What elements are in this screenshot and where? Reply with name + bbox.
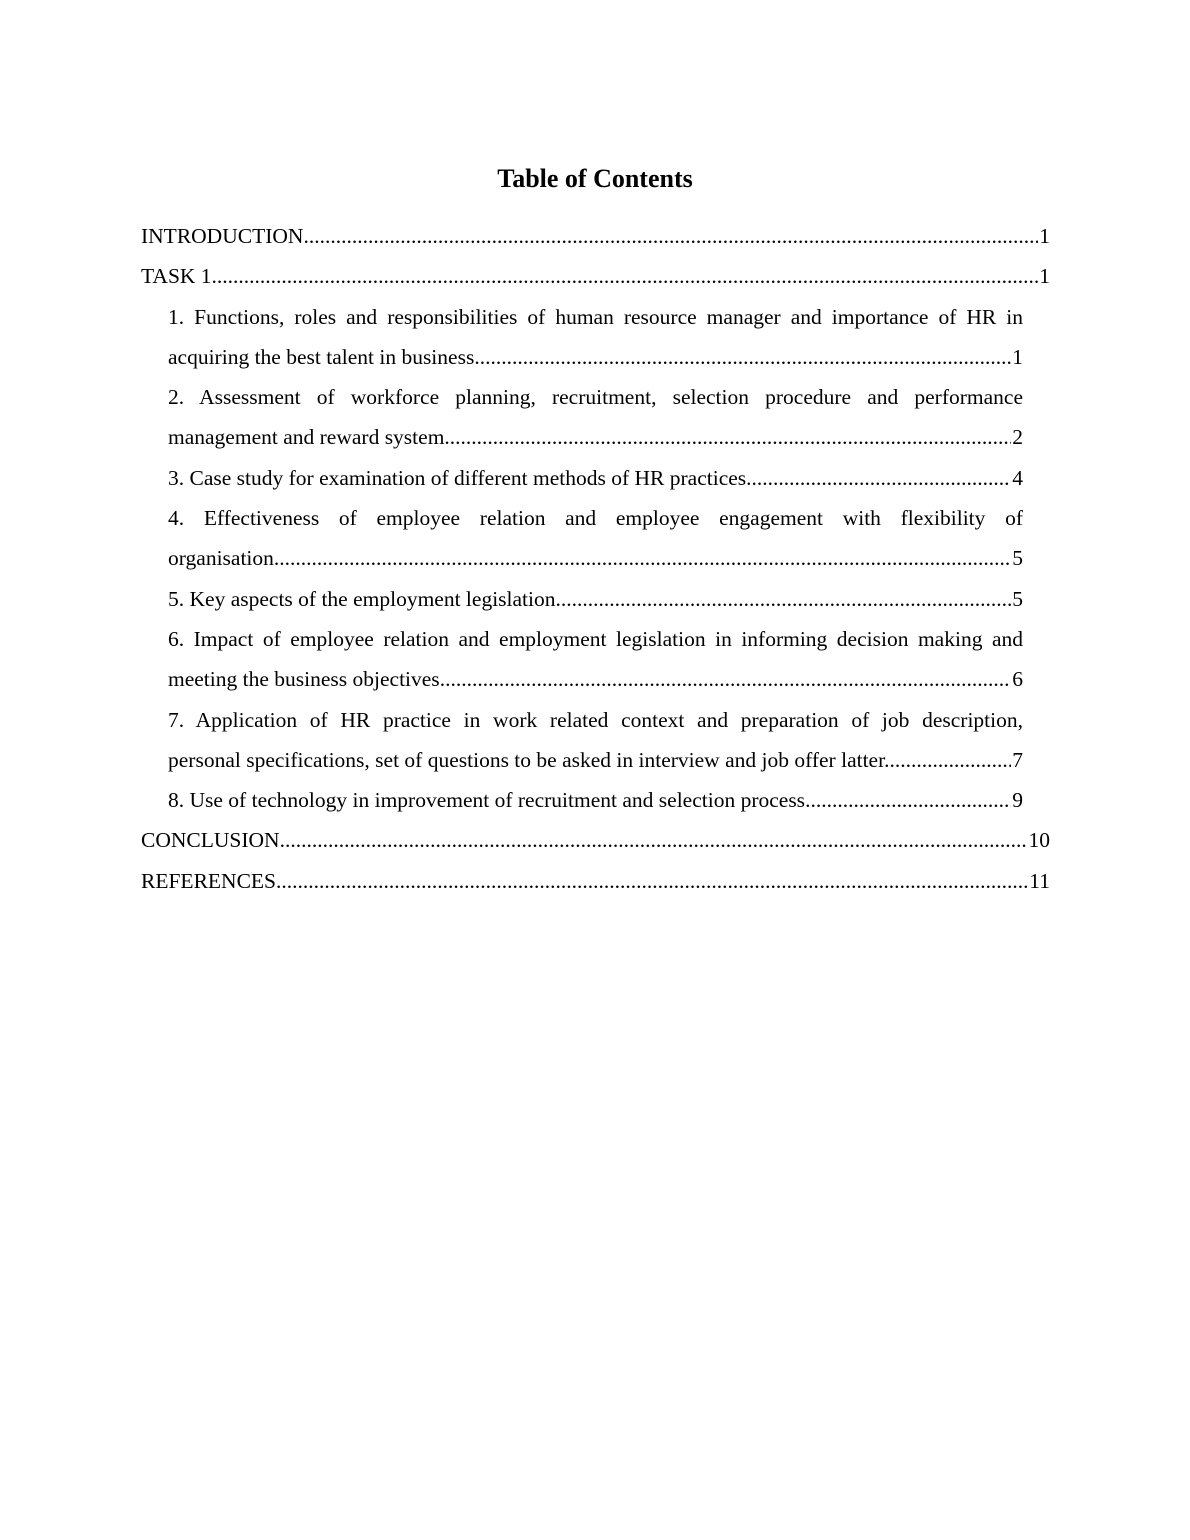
toc-page-number: 10 bbox=[1028, 820, 1051, 860]
toc-leader-dots bbox=[274, 546, 1023, 570]
toc-entry-section-2[interactable] bbox=[141, 377, 1050, 458]
toc-page-number: 1 bbox=[1038, 256, 1050, 296]
toc-page-number: 4 bbox=[1011, 458, 1023, 498]
toc-page-number: 5 bbox=[1011, 579, 1023, 619]
toc-leader-dots bbox=[280, 828, 1050, 852]
toc-entry-label-line-2: organisation bbox=[168, 546, 274, 571]
toc-page-number: 1 bbox=[1038, 216, 1050, 256]
toc-entry-label-line-2: meeting the business objectives bbox=[168, 667, 440, 692]
toc-page-number: 7 bbox=[1011, 740, 1023, 780]
toc-page-number: 1 bbox=[1011, 337, 1023, 377]
toc-page-number: 2 bbox=[1011, 417, 1023, 457]
toc-entry-section-6[interactable] bbox=[141, 619, 1050, 700]
toc-entry-section-1[interactable] bbox=[141, 297, 1050, 378]
toc-entry-label: 3. Case study for examination of different methods of HR practices bbox=[168, 465, 747, 490]
toc-leader-dots bbox=[440, 667, 1023, 691]
toc-leader-dots bbox=[746, 466, 1023, 490]
toc-leader-dots bbox=[474, 345, 1023, 369]
toc-list bbox=[141, 216, 1050, 901]
toc-leader-dots bbox=[884, 748, 1023, 772]
toc-entry-label-line-2: acquiring the best talent in business bbox=[168, 344, 475, 369]
toc-entry-label-line-1: 7. Application of HR practice in work related context and preparation of job description, bbox=[168, 707, 1023, 732]
toc-entry-section-4[interactable] bbox=[141, 498, 1050, 579]
toc-page-number: 11 bbox=[1028, 861, 1050, 901]
toc-leader-dots bbox=[556, 587, 1023, 611]
toc-entry-section-5[interactable] bbox=[141, 579, 1050, 619]
toc-entry-label-line-2: personal specifications, set of questions to be asked in interview and job offer latter bbox=[168, 747, 885, 772]
toc-page-number: 6 bbox=[1011, 659, 1023, 699]
toc-entry-label-line-1: 2. Assessment of workforce planning, recruitment, selection procedure and performance bbox=[168, 385, 1023, 410]
toc-entry-label: CONCLUSION bbox=[141, 828, 280, 853]
toc-page-number: 5 bbox=[1011, 538, 1023, 578]
toc-entry-label: TASK 1 bbox=[141, 264, 212, 289]
toc-page-number: 9 bbox=[1011, 780, 1023, 820]
toc-entry-label-line-2: management and reward system bbox=[168, 425, 445, 450]
toc-leader-dots bbox=[444, 425, 1023, 449]
toc-entry-task-1[interactable] bbox=[141, 256, 1050, 296]
toc-entry-section-8[interactable] bbox=[141, 780, 1050, 820]
toc-entry-label: REFERENCES bbox=[141, 868, 276, 893]
toc-leader-dots bbox=[805, 788, 1023, 812]
toc-entry-label: INTRODUCTION bbox=[141, 224, 304, 248]
toc-entry-label: 8. Use of technology in improvement of recruitment and selection process bbox=[168, 788, 806, 813]
toc-entry-label-line-1: 1. Functions, roles and responsibilities of human resource manager and importance of HR in bbox=[168, 304, 1023, 329]
toc-entry-section-7[interactable] bbox=[141, 700, 1050, 781]
toc-leader-dots bbox=[212, 264, 1050, 288]
toc-entry-section-3[interactable] bbox=[141, 458, 1050, 498]
toc-leader-dots bbox=[276, 869, 1050, 893]
toc-entry-conclusion[interactable] bbox=[141, 820, 1050, 860]
toc-entry-label: 5. Key aspects of the employment legislation bbox=[168, 586, 556, 611]
toc-leader-dots bbox=[303, 224, 1050, 248]
toc-entry-references[interactable] bbox=[141, 861, 1050, 901]
toc-entry-label-line-1: 4. Effectiveness of employee relation and employee engagement with flexibility of bbox=[168, 506, 1023, 531]
toc-title: Table of Contents bbox=[497, 164, 693, 193]
toc-entry-label-line-1: 6. Impact of employee relation and employment legislation in informing decision making and bbox=[168, 626, 1023, 651]
toc-entry-introduction[interactable] bbox=[141, 216, 1050, 256]
